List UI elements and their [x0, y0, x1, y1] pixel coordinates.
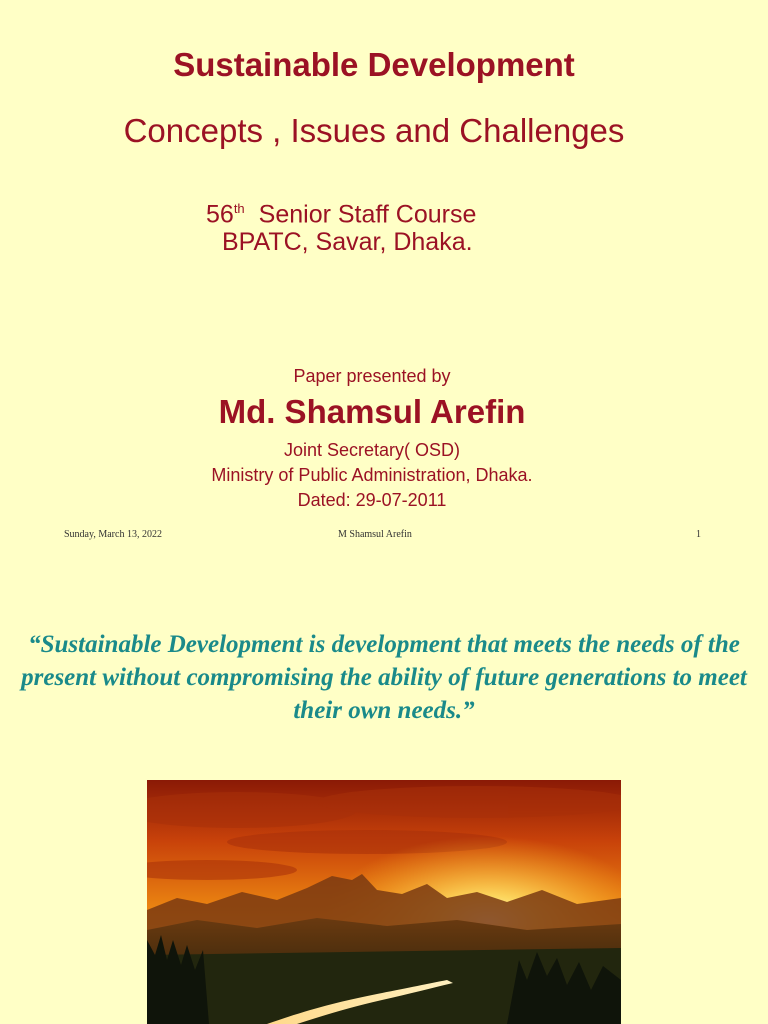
slide-subtitle: Concepts , Issues and Challenges	[123, 112, 625, 149]
presentation-date: Dated: 29-07-2011	[297, 490, 447, 510]
sunset-mountain-landscape-icon	[147, 780, 621, 1024]
course-number: 56	[206, 200, 234, 229]
venue: BPATC, Savar, Dhaka.	[222, 228, 473, 256]
course-suffix: th	[233, 201, 245, 216]
course-line	[206, 193, 476, 230]
definition-quote: “Sustainable Development is development that meets the needs of the present without compromising the ability of future generations to meet their own needs.”	[21, 631, 747, 724]
footer-page-number: 1	[696, 529, 701, 540]
footer-date: Sunday, March 13, 2022	[64, 529, 162, 540]
slide-title: Sustainable Development	[173, 46, 575, 83]
footer-author: M Shamsul Arefin	[338, 529, 412, 540]
author-info	[0, 438, 744, 513]
sunset-landscape-image	[147, 780, 621, 1024]
author-designation: Joint Secretary( OSD)	[283, 440, 461, 460]
author-name: Md. Shamsul Arefin	[218, 393, 526, 430]
author-ministry: Ministry of Public Administration, Dhaka.	[211, 465, 533, 485]
course-name: Senior Staff Course	[258, 200, 477, 229]
presented-by-label: Paper presented by	[293, 366, 451, 386]
